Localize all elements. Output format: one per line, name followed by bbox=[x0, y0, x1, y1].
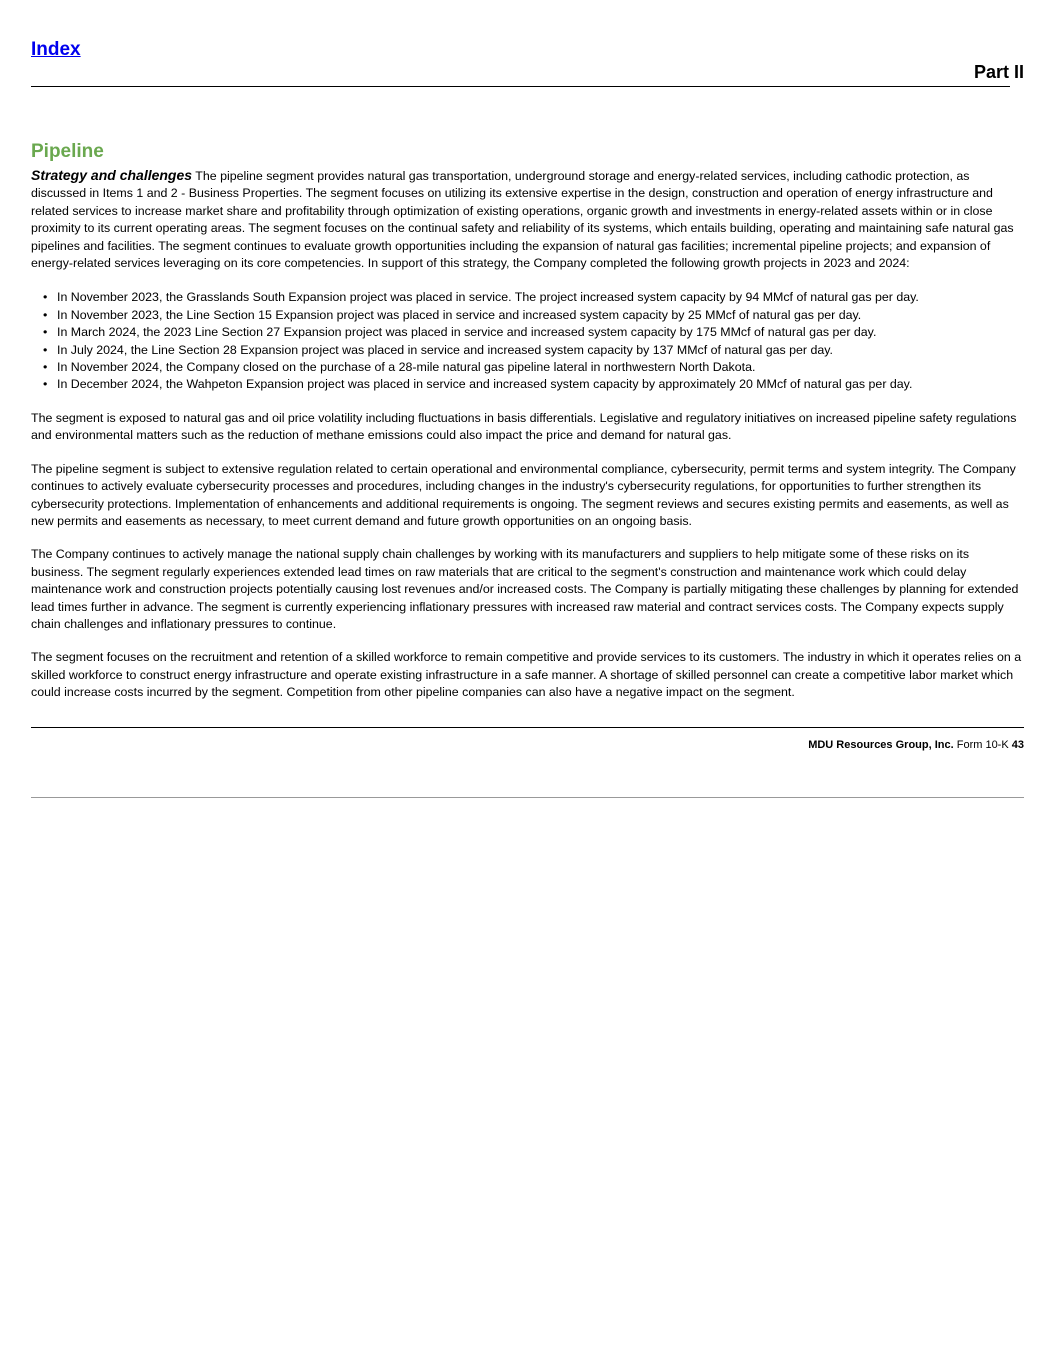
section-content bbox=[31, 167, 1024, 718]
list-item: • In July 2024, the Line Section 28 Expansion project was placed in service and increased system capacity by 137 MMcf of natural gas per day. bbox=[57, 342, 1024, 359]
intro-text: The pipeline segment provides natural gas transportation, underground storage and energy-related services, including cathodic protection, as discussed in Items 1 and 2 - Business Properties. The segment focuses on utilizing its extensive expertise in the design, construction and operation of energy infrastructure and related services to increase market share and profitability through optimization of existing operations, organic growth and investments in energy-related assets within or in close proximity to its current operating areas. The segment focuses on the continual safety and reliability of its systems, which entails building, operating and maintaining safe natural gas pipelines and facilities. The segment continues to evaluate growth opportunities including the expansion of natural gas facilities; incremental pipeline projects; and expansion of energy-related services leveraging on its core competencies. In support of this strategy, the Company completed the following growth projects in 2023 and 2024: bbox=[31, 169, 1014, 271]
list-item: • In March 2024, the 2023 Line Section 27 Expansion project was placed in service and increased system capacity by 175 MMcf of natural gas per day. bbox=[57, 324, 1024, 341]
list-item: • In December 2024, the Wahpeton Expansion project was placed in service and increased system capacity by approximately 20 MMcf of natural gas per day. bbox=[57, 376, 1024, 393]
regulation-paragraph: The pipeline segment is subject to extensive regulation related to certain operational and environmental compliance, cybersecurity, permit terms and system integrity. The Company continues to actively evaluate cybersecurity processes and procedures, including changes in the industry's cybersecurity regulations, for opportunities to further strengthen its cybersecurity protections. Implementation of enhancements and additional requirements is ongoing. The segment reviews and secures existing permits and easements, as well as new permits and easements as necessary, to meet current demand and future growth opportunities on an ongoing basis. bbox=[31, 461, 1016, 528]
footer-form: Form 10-K bbox=[953, 739, 1012, 751]
page-footer bbox=[808, 739, 1024, 751]
page-break-rule bbox=[31, 797, 1024, 798]
intro-paragraph bbox=[31, 167, 1024, 272]
growth-projects-list bbox=[31, 289, 1024, 393]
supply-chain-paragraph: The Company continues to actively manage the national supply chain challenges by working with its manufacturers and suppliers to help mitigate some of these risks on its business. The segment regularly experiences extended lead times on raw materials that are critical to the segment's construction and maintenance work which could delay maintenance work and construction projects potentially causing lost revenues and/or increased costs. The Company is partially mitigating these challenges by planning for extended lead times further in advance. The segment is currently experiencing inflationary pressures with increased raw material and contract services costs. The Company expects supply chain challenges and inflationary pressures to continue. bbox=[31, 547, 1019, 631]
list-item: • In November 2024, the Company closed on the purchase of a 28-mile natural gas pipeline lateral in northwestern North Dakota. bbox=[57, 359, 1024, 376]
page-number: 43 bbox=[1011, 739, 1024, 751]
section-title: Pipeline bbox=[31, 141, 104, 162]
part-label: Part II bbox=[973, 62, 1024, 82]
index-link[interactable]: Index bbox=[31, 39, 81, 60]
list-item: • In November 2023, the Grasslands South Expansion project was placed in service. The project increased system capacity by 94 MMcf of natural gas per day. bbox=[57, 289, 1024, 306]
price-volatility-paragraph: The segment is exposed to natural gas and oil price volatility including fluctuations in basis differentials. Legislative and regulatory initiatives on increased pipeline safety regulations and environmental matters such as the reduction of methane emissions could also impact the price and demand for natural gas. bbox=[31, 410, 1017, 443]
workforce-paragraph: The segment focuses on the recruitment and retention of a skilled workforce to remain competitive and provide services to its customers. The industry in which it operates relies on a skilled workforce to construct energy infrastructure and operate existing infrastructure in a safe manner. A shortage of skilled personnel can create a competitive labor market which could increase costs incurred by the segment. Competition from other pipeline companies can also have a negative impact on the segment. bbox=[31, 650, 1022, 700]
footer-company: MDU Resources Group, Inc. bbox=[808, 739, 954, 751]
lead-heading: Strategy and challenges bbox=[31, 167, 193, 183]
footer-divider bbox=[31, 727, 1024, 728]
header-divider bbox=[31, 86, 1010, 87]
list-item: • In November 2023, the Line Section 15 Expansion project was placed in service and increased system capacity by 25 MMcf of natural gas per day. bbox=[57, 307, 1024, 324]
